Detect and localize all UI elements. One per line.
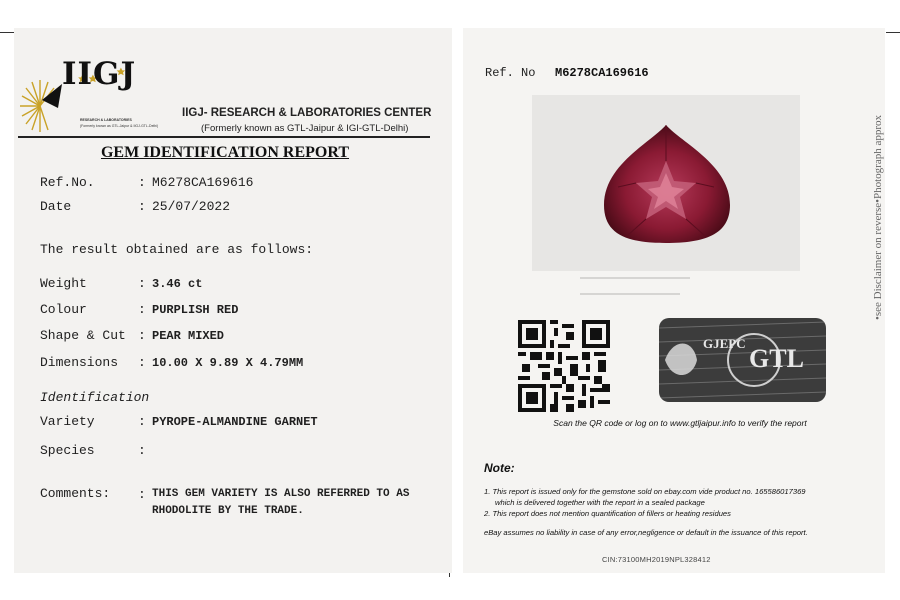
variety-value: PYROPE-ALMANDINE GARNET — [152, 415, 318, 429]
comments-line-1: THIS GEM VARIETY IS ALSO REFERRED TO AS — [152, 488, 410, 500]
colour-label: Colour — [40, 302, 87, 317]
variety-label: Variety — [40, 414, 95, 429]
brand-subtitle-former: (Formerly known as GTL-Jaipur & IIGJ-GTL-Delhi) — [80, 124, 159, 128]
colon: : — [138, 276, 146, 291]
report-title: GEM IDENTIFICATION REPORT — [100, 144, 350, 161]
colon: : — [138, 443, 146, 458]
ebay-disclaimer: eBay assumes no liability in case of any error,negligence or default in the issuance of this report. — [484, 528, 808, 537]
note-1-continued: which is delivered together with the report in a sealed package — [495, 498, 705, 507]
note-2: 2. This report does not mention quantification of fillers or heating residues — [484, 509, 731, 518]
colon: : — [138, 328, 146, 343]
comments-line-2: RHODOLITE BY THE TRADE. — [152, 505, 304, 517]
crop-mark — [886, 32, 900, 33]
colon: : — [138, 199, 146, 214]
side-disclaimer: •see Disclaimer on reverse•Photograph approx — [872, 114, 884, 320]
ref-no-label: Ref.No. — [40, 175, 95, 190]
crop-mark — [0, 32, 14, 33]
ref-no-label-right: Ref. No — [485, 66, 536, 80]
dimensions-value: 10.00 X 9.89 X 4.79MM — [152, 356, 304, 370]
species-label: Species — [40, 443, 95, 458]
ref-no-value: M6278CA169616 — [152, 175, 254, 190]
result-intro: The result obtained are as follows: — [40, 242, 314, 257]
colon: : — [138, 175, 146, 190]
colon: : — [138, 414, 146, 429]
gem-photo — [532, 95, 800, 271]
ref-no-value-right: M6278CA169616 — [555, 66, 649, 80]
colon: : — [138, 487, 146, 502]
note-1: 1. This report is issued only for the gemstone sold on ebay.com vide product no. 165586017369 — [484, 487, 806, 496]
shape-cut-label: Shape & Cut — [40, 328, 126, 343]
dimensions-label: Dimensions — [40, 355, 119, 370]
lab-former-name: (Formerly known as GTL-Jaipur & IGI-GTL-Delhi) — [201, 123, 409, 134]
identification-heading: Identification — [40, 390, 150, 405]
shape-cut-value: PEAR MIXED — [152, 329, 225, 343]
header-divider — [18, 136, 430, 138]
pear-gem-icon — [532, 95, 800, 271]
note-title: Note: — [484, 461, 515, 475]
hologram-small-text: GJEPC — [703, 336, 746, 351]
comments-label: Comments: — [40, 486, 111, 501]
hologram-text: GTL — [749, 344, 804, 373]
qr-code-icon — [518, 320, 610, 412]
weight-value: 3.46 ct — [152, 277, 203, 291]
brand-name: IIGJ — [62, 56, 137, 92]
weight-label: Weight — [40, 276, 87, 291]
brand-subtitle: RESEARCH & LABORATORIES — [80, 118, 132, 122]
colon: : — [138, 355, 146, 370]
lab-name: IIGJ- RESEARCH & LABORATORIES CENTER — [182, 107, 432, 119]
date-value: 25/07/2022 — [152, 199, 231, 214]
gtl-hologram — [659, 318, 826, 402]
colour-value: PURPLISH RED — [152, 303, 239, 317]
colon: : — [138, 302, 146, 317]
cin-number: CIN:73100MH2019NPL328412 — [602, 555, 711, 564]
qr-code[interactable] — [518, 320, 610, 412]
date-label: Date — [40, 199, 72, 214]
qr-instructions: Scan the QR code or log on to www.gtljaipur.info to verify the report — [553, 418, 807, 428]
